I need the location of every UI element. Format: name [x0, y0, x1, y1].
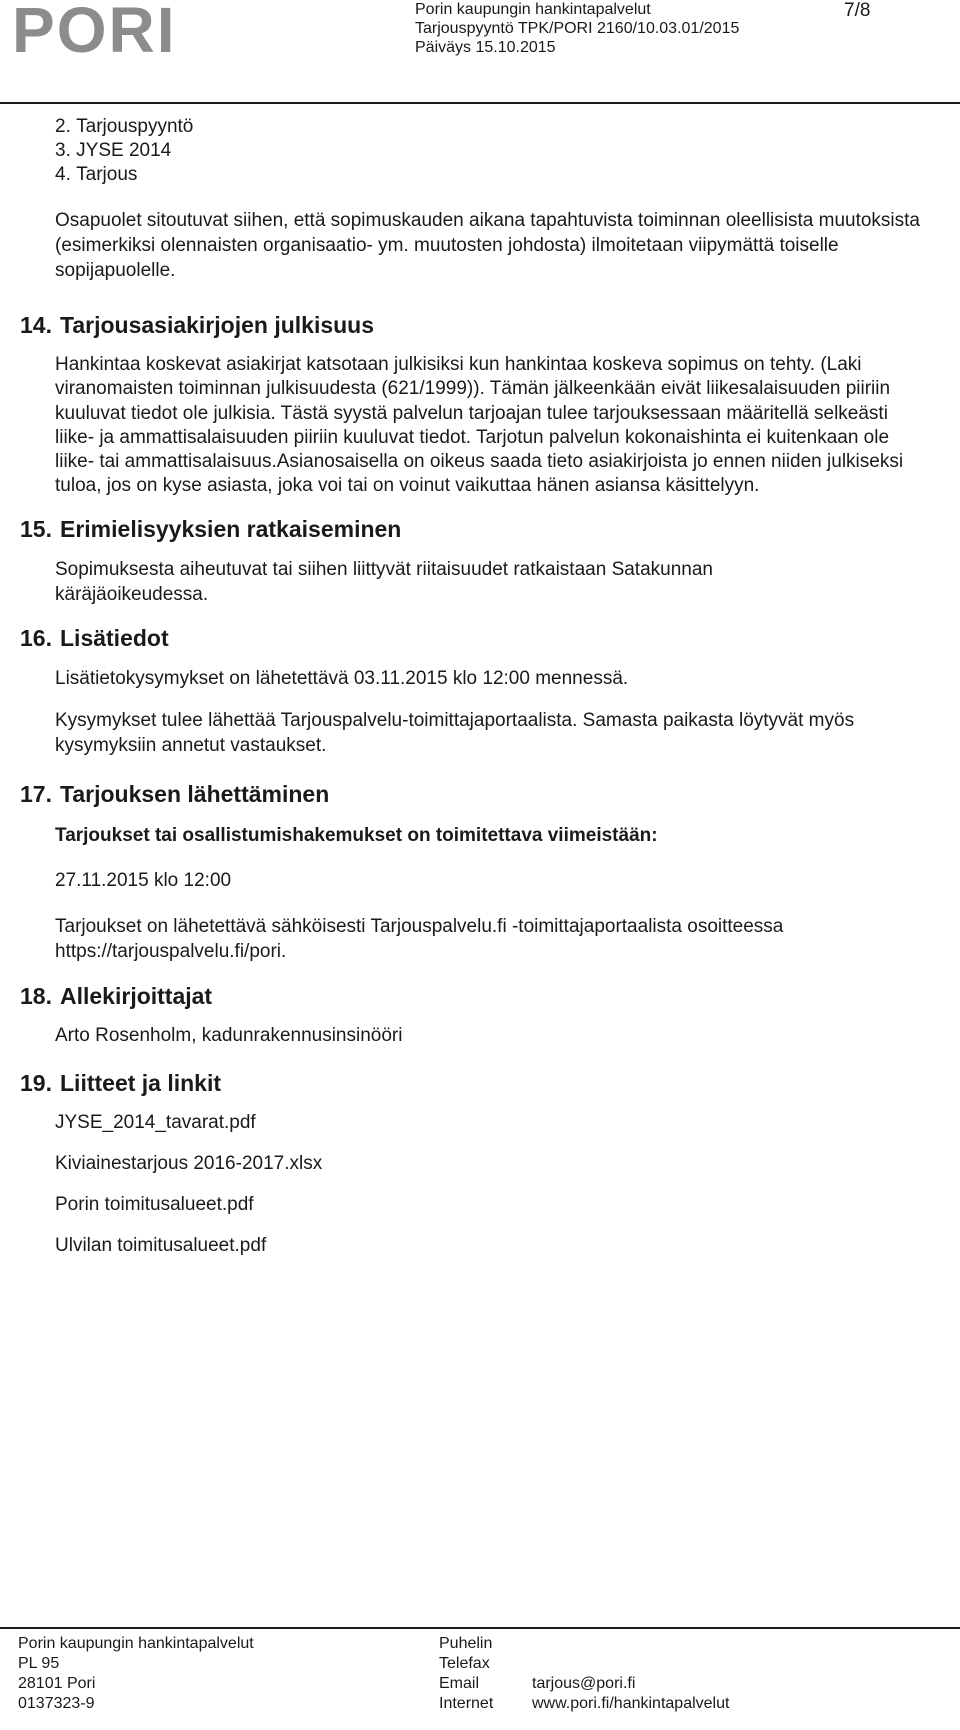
document-body — [20, 113, 935, 1258]
section-title: Tarjouksen lähettäminen — [60, 780, 330, 807]
section-16-body-2: Kysymykset tulee lähettää Tarjouspalvelu-toimittajaportaalista. Samasta paikasta löytyvät myös kysymyksiin annetut vastaukset. — [55, 709, 855, 756]
footer-line: 0137323-9 — [18, 1695, 95, 1712]
footer-label: Puhelin — [439, 1635, 493, 1652]
list-item — [55, 139, 935, 163]
header-date: Päiväys 15.10.2015 — [415, 39, 556, 56]
section-17-heading — [20, 780, 935, 808]
section-title: Allekirjoittajat — [60, 982, 213, 1009]
list-item-number: 3. — [55, 140, 71, 161]
footer-contact-labels — [439, 1634, 493, 1714]
footer-value — [532, 1634, 729, 1654]
attachment-item[interactable]: Ulvilan toimitusalueet.pdf — [55, 1234, 267, 1256]
list-item-number: 4. — [55, 164, 71, 185]
deadline-label: Tarjoukset tai osallistumishakemukset on toimitettava viimeistään: — [55, 824, 658, 846]
page-number: 7/8 — [844, 0, 871, 21]
footer-line: PL 95 — [18, 1655, 60, 1672]
footer-line: 28101 Pori — [18, 1675, 96, 1692]
section-16-body-1: Lisätietokysymykset on lähetettävä 03.11.2015 klo 12:00 mennessä. — [55, 667, 629, 689]
list-item-label: Tarjous — [76, 164, 138, 185]
section-14-heading — [20, 311, 935, 339]
section-number: 15. — [20, 515, 52, 542]
attachment-item[interactable]: Porin toimitusalueet.pdf — [55, 1193, 254, 1215]
section-17-body: Tarjoukset on lähetettävä sähköisesti Tarjouspalvelu.fi -toimittajaportaalista osoitteessa https://tarjouspalvelu.fi/pori. — [55, 915, 784, 962]
logo-text: PORI — [12, 0, 177, 66]
list-item-label: JYSE 2014 — [76, 140, 172, 161]
footer-email-link[interactable]: tarjous@pori.fi — [532, 1675, 636, 1692]
deadline-value: 27.11.2015 klo 12:00 — [55, 869, 232, 891]
section-15-heading — [20, 515, 935, 543]
list-item-label: Tarjouspyyntö — [76, 116, 194, 137]
footer-value — [532, 1654, 729, 1674]
footer-label: Email — [439, 1675, 480, 1692]
section-number: 19. — [20, 1069, 52, 1096]
section-number: 16. — [20, 624, 52, 651]
section-title: Lisätiedot — [60, 624, 169, 651]
list-item-number: 2. — [55, 116, 71, 137]
header-info — [415, 0, 739, 57]
footer-website-link[interactable]: www.pori.fi/hankintapalvelut — [532, 1695, 730, 1712]
section-16-heading — [20, 624, 935, 652]
attachment-item[interactable]: JYSE_2014_tavarat.pdf — [55, 1111, 256, 1133]
list-item — [55, 115, 935, 139]
header-org: Porin kaupungin hankintapalvelut — [415, 1, 651, 18]
header-reference: Tarjouspyyntö TPK/PORI 2160/10.03.01/2015 — [415, 20, 740, 37]
section-14-body: Hankintaa koskevat asiakirjat katsotaan julkisiksi kun hankintaa koskeva sopimus on tehty. (Laki viranomaisten toiminnan julkisuudesta (621/1999)). Tämän jälkeenkään eivät liikesalaisuuden piiriin kuuluvat tiedot ole julkisia. Tästä syystä palvelun tarjoajan tulee tarjouksessaan määritellä selkeästi liike- ja ammattisalaisuuden piiriin kuuluvat tiedot. Tarjotun palvelun kokonaishinta ei kuitenkaan ole liike- tai ammattisalaisuus.Asianosaisella on oikeus saada tieto asiakirjoista jo ennen niiden julkiseksi tuloa, jos on kyse asiasta, joka voi tai on voinut vaikuttaa hänen asiansa käsittelyyn. — [55, 354, 904, 497]
signer: Arto Rosenholm, kadunrakennusinsinööri — [55, 1024, 403, 1046]
numbered-list — [55, 115, 935, 187]
attachment-list — [55, 1110, 935, 1258]
footer-label: Telefax — [439, 1655, 490, 1672]
section-18-heading — [20, 982, 935, 1010]
footer-line: Porin kaupungin hankintapalvelut — [18, 1635, 254, 1652]
list-item — [55, 163, 935, 187]
footer-label: Internet — [439, 1695, 494, 1712]
footer-address — [18, 1634, 254, 1714]
footer-divider — [0, 1627, 960, 1629]
section-number: 17. — [20, 780, 52, 807]
section-number: 18. — [20, 982, 52, 1009]
attachment-item[interactable]: Kiviainestarjous 2016-2017.xlsx — [55, 1152, 323, 1174]
section-number: 14. — [20, 312, 52, 338]
header-divider — [0, 102, 960, 104]
footer-contact-values — [532, 1634, 729, 1714]
section-title: Liitteet ja linkit — [60, 1069, 222, 1096]
section-15-body: Sopimuksesta aiheutuvat tai siihen liittyvät riitaisuudet ratkaistaan Satakunnan käräjäoikeudessa. — [55, 558, 713, 605]
intro-paragraph: Osapuolet sitoutuvat siihen, että sopimuskauden aikana tapahtuvista toiminnan oleellisista muutoksista (esimerkiksi olennaisten organisaatio- ym. muutosten johdosta) ilmoitetaan viipymättä toiselle sopijapuolelle. — [55, 210, 921, 281]
section-title: Tarjousasiakirjojen julkisuus — [60, 312, 375, 338]
section-title: Erimielisyyksien ratkaiseminen — [60, 515, 402, 542]
pori-logo — [12, 0, 177, 66]
section-19-heading — [20, 1069, 935, 1097]
